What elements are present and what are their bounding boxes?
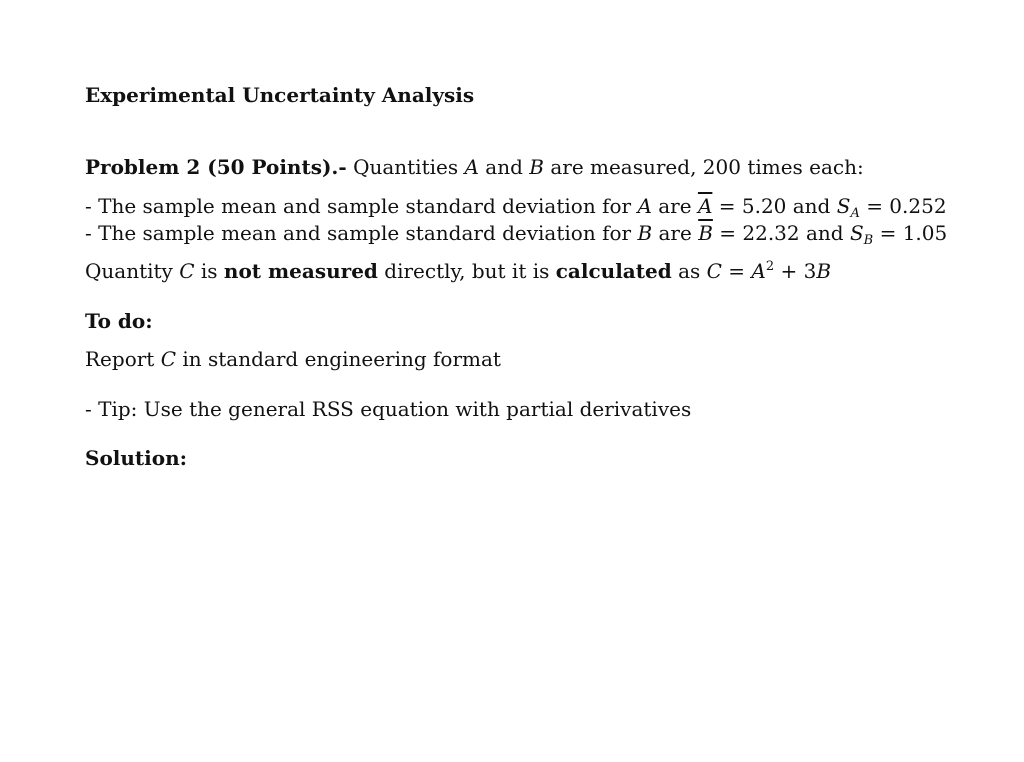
line-a-prefix: - The sample mean and sample standard deviation for	[85, 194, 632, 218]
line-b-prefix: - The sample mean and sample standard deviation for	[85, 221, 632, 245]
line-b-mean-eq: = 22.32 and	[719, 221, 844, 245]
line-b-var: B	[637, 221, 653, 245]
line-a-sd-sub: A	[850, 206, 860, 221]
problem-label: Problem 2 (50 Points).-	[85, 155, 347, 179]
tip-text: - Tip: Use the general RSS equation with partial derivatives	[85, 397, 692, 421]
quantity-var-c: C	[179, 259, 195, 283]
line-b-stats	[85, 221, 948, 248]
quantity-t2: is	[200, 259, 218, 283]
problem-statement	[85, 155, 864, 179]
equation-equals: =	[728, 259, 746, 283]
line-b-mean-var: $\overline{B}$	[698, 221, 713, 245]
line-a-var: A	[637, 194, 652, 218]
line-a-sd-eq: = 0.252	[866, 194, 947, 218]
var-b: B	[529, 155, 544, 179]
quantity-t3: directly, but it is	[384, 259, 550, 283]
problem-and: and	[485, 155, 523, 179]
todo-heading: To do:	[85, 309, 153, 333]
quantity-calculated: calculated	[555, 259, 672, 283]
quantity-not-measured: not measured	[223, 259, 378, 283]
report-t1: Report	[85, 347, 155, 371]
equation-a: A	[751, 259, 766, 283]
quantity-definition	[85, 259, 831, 283]
line-a-stats	[85, 194, 947, 221]
quantity-t1: Quantity	[85, 259, 173, 283]
quantity-t4: as	[678, 259, 701, 283]
problem-text-2: are measured, 200 times each:	[550, 155, 864, 179]
solution-heading: Solution:	[85, 446, 188, 470]
report-instruction	[85, 347, 501, 371]
line-a-are: are	[658, 194, 692, 218]
equation-plus: + 3	[780, 259, 817, 283]
document-title: Experimental Uncertainty Analysis	[85, 83, 475, 107]
line-a-sd-var: S	[836, 194, 851, 218]
line-b-are: are	[658, 221, 692, 245]
report-var-c: C	[160, 347, 177, 371]
line-a-mean-var: $\overline{A}$	[697, 194, 713, 218]
equation-b: B	[816, 259, 832, 283]
report-t2: in standard engineering format	[182, 347, 501, 371]
equation-exponent: 2	[765, 259, 775, 274]
line-b-sd-eq: = 1.05	[879, 221, 948, 245]
problem-text-1: Quantities	[353, 155, 459, 179]
line-a-mean-eq: = 5.20 and	[718, 194, 831, 218]
var-a: A	[464, 155, 479, 179]
line-b-sd-sub: B	[863, 233, 874, 248]
equation-c: C	[706, 259, 722, 283]
line-b-sd-var: S	[849, 221, 864, 245]
